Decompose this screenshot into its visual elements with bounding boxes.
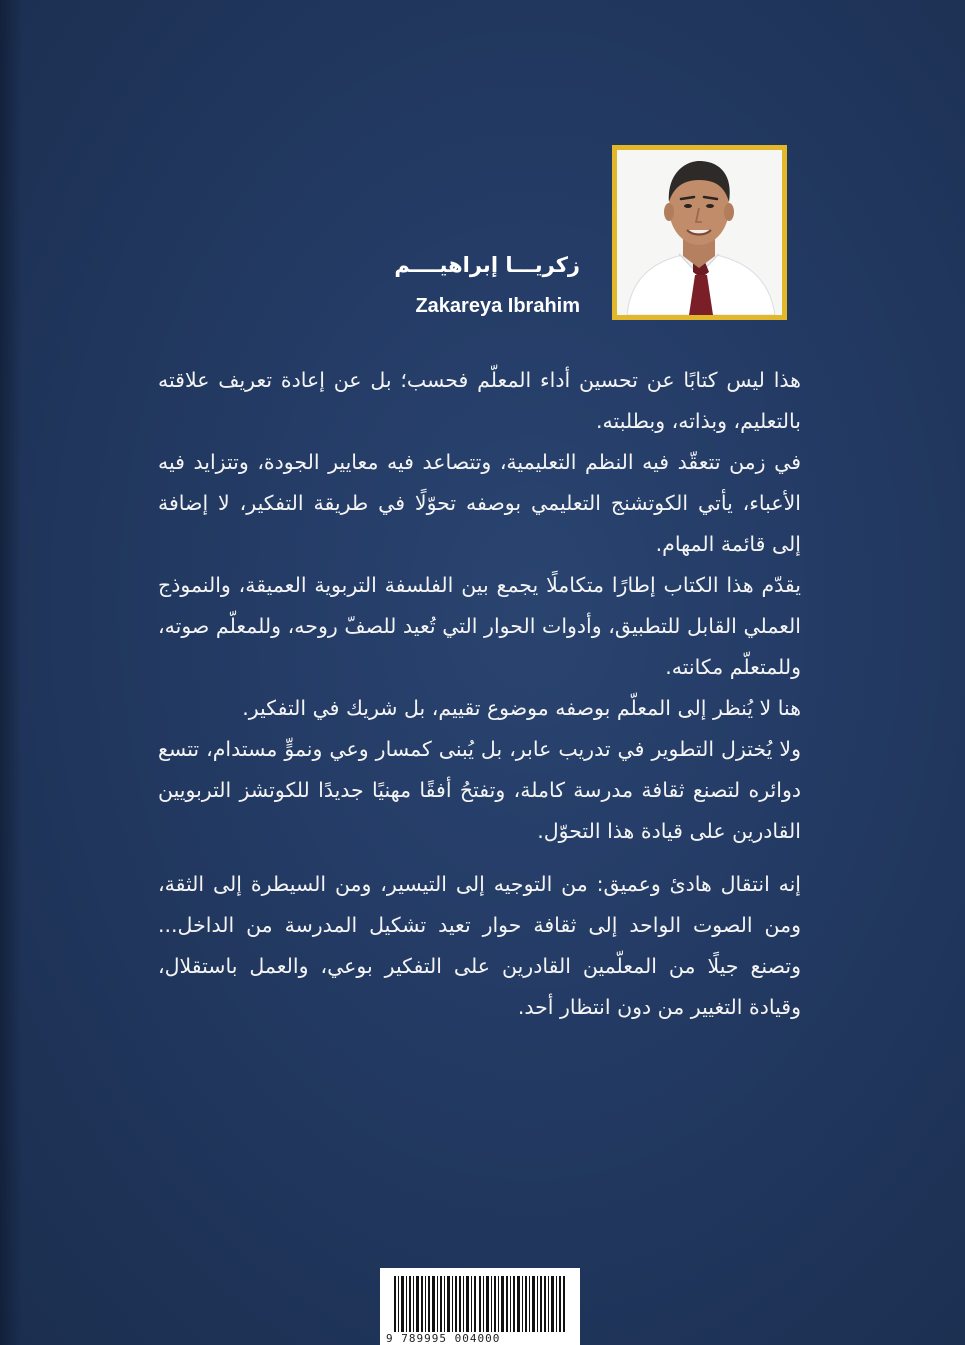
barcode-icon [394, 1276, 566, 1332]
cover-edge-shadow [0, 0, 22, 1345]
blurb-paragraph: هذا ليس كتابًا عن تحسين أداء المعلّم فحسب؛ بل عن إعادة تعريف علاقته بالتعليم، وبذاته، وبطلبته. [158, 368, 801, 433]
blurb-paragraph: ولا يُختزل التطوير في تدريب عابر، بل يُبنى كمسار وعي ونموٍّ مستدام، تتسع دوائره لتصنع ثقافة مدرسة كاملة، وتفتحُ أفقًا مهنيًا جديدًا للكوتشز التربويين القادرين على قيادة هذا التحوّل. [158, 737, 801, 843]
author-portrait-icon [617, 150, 782, 315]
author-name-english: Zakareya Ibrahim [415, 295, 580, 317]
author-photo [612, 145, 787, 320]
blurb-paragraph: إنه انتقال هادئ وعميق: من التوجيه إلى التيسير، ومن السيطرة إلى الثقة، ومن الصوت الواحد إلى ثقافة حوار تعيد تشكيل المدرسة من الداخل... وتصنع جيلًا من المعلّمين القادرين على التفكير بوعي، والعمل باستقلال، وقيادة التغيير من دون انتظار أحد. [158, 872, 801, 1019]
blurb-paragraph: في زمن تتعقّد فيه النظم التعليمية، وتتصاعد فيه معايير الجودة، وتتزايد فيه الأعباء، يأتي الكوتشنج التعليمي بوصفه تحوّلًا في طريقة التفكير، لا إضافة إلى قائمة المهام. [158, 450, 801, 556]
book-blurb [158, 360, 801, 1028]
author-name-arabic: زكريـــا إبراهيــــم [394, 253, 580, 277]
blurb-paragraph: يقدّم هذا الكتاب إطارًا متكاملًا يجمع بين الفلسفة التربوية العميقة، والنموذج العملي القابل للتطبيق، وأدوات الحوار التي تُعيد للصفّ روحه، وللمعلّم صوته، وللمتعلّم مكانته. [158, 573, 801, 679]
barcode-digits: 9 789995 004000 [386, 1332, 501, 1345]
isbn-barcode [380, 1268, 580, 1345]
blurb-paragraph: هنا لا يُنظر إلى المعلّم بوصفه موضوع تقييم، بل شريك في التفكير. [242, 696, 801, 720]
